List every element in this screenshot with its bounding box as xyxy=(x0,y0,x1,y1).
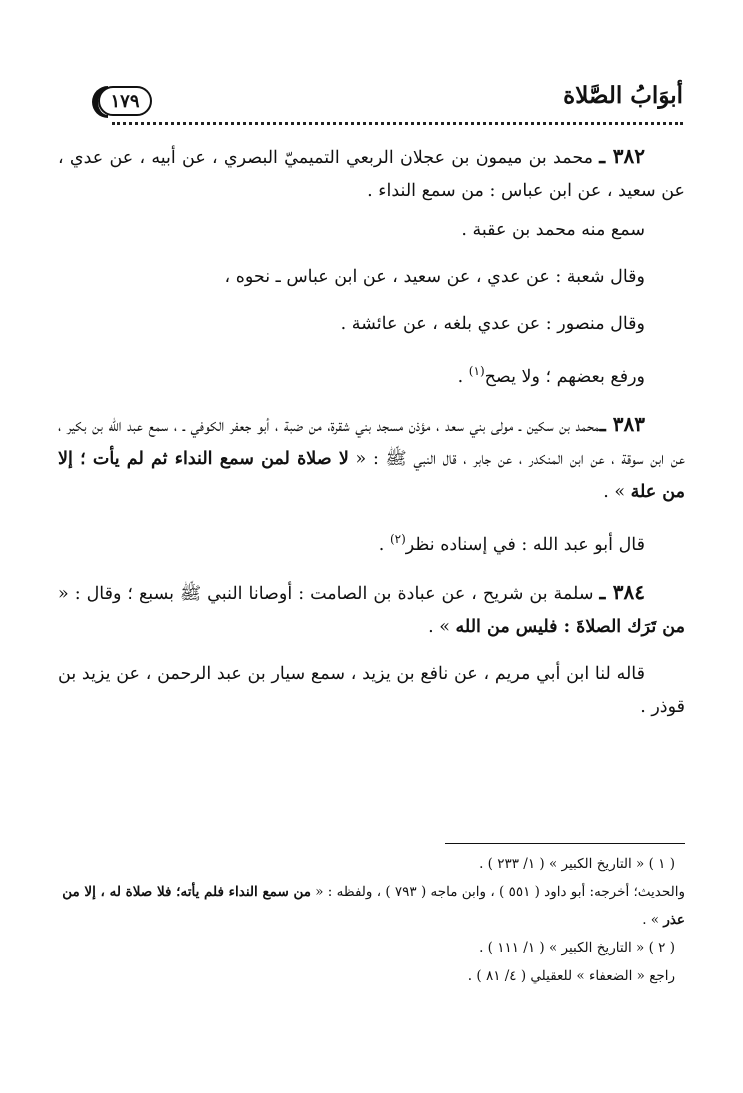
entry-382-note-3: وقال منصور : عن عدي بلغه ، عن عائشة . xyxy=(340,314,645,334)
entry-text: ورفع بعضهم ؛ ولا يصح xyxy=(484,366,645,387)
entry-384 xyxy=(58,576,685,644)
footnote-ref-2: (٢) xyxy=(389,531,406,546)
footnote-1-detail xyxy=(58,878,685,934)
entry-text-end: . xyxy=(378,534,390,555)
entry-382-note-2: وقال شعبة : عن عدي ، عن سعيد ، عن ابن عباس ـ نحوه ، xyxy=(224,267,645,287)
entry-384-note: قاله لنا ابن أبي مريم ، عن نافع بن يزيد ، سمع سيار بن عبد الرحمن ، عن يزيد بن قوذر . xyxy=(58,663,685,717)
entry-number: ٣٨٣ ـ xyxy=(599,411,645,436)
hadith-quote: من تَرَك الصلاةَ : فليس من الله xyxy=(455,616,685,637)
entry-text-end: » . xyxy=(428,616,456,637)
entry-text: سلمة بن شريح ، عن عبادة بن الصامت : أوصانا النبي ﷺ بسبع ؛ وقال : « xyxy=(58,583,600,604)
footnote-quote: من سمع النداء فلم يأته؛ فلا صلاة له ، إلا من عذر xyxy=(62,884,685,928)
footnote-1: ( ١ ) « التاريخ الكبير » ( ١/ ٢٣٣ ) . xyxy=(479,856,675,872)
footnote-ref-1: (١) xyxy=(468,364,485,378)
entry-382-note-1: سمع منه محمد بن عقبة . xyxy=(461,220,645,240)
entry-text: قال أبو عبد الله : في إسناده نظر xyxy=(405,534,645,555)
entry-number: ٣٨٤ ـ xyxy=(599,579,645,604)
entry-text-end: . xyxy=(457,366,469,387)
entry-text-end: » . xyxy=(603,481,631,502)
main-text xyxy=(58,140,685,738)
entry-text: محمد بن سكين ـ مولى بني سعد ، مؤذن مسجد بني شقرة، من ضبة ، أبو جعفر الكوفي ـ ، سمع عبد الله بن بكير ، عن ابن سوقة ، عن ابن المنكدر ، عن جابر ، قال النبي ﷺ : « xyxy=(58,415,685,469)
page-number: ١٧٩ xyxy=(98,86,152,116)
footnote-2: ( ٢ ) « التاريخ الكبير » ( ١/ ١١١ ) . xyxy=(479,940,675,956)
footnote-divider xyxy=(445,843,685,844)
entry-text: محمد بن ميمون بن عجلان الربعي التميميّ البصري ، عن أبيه ، عن عدي ، عن سعيد ، عن ابن عباس : من سمع النداء . xyxy=(58,148,685,201)
hadith-quote: لا صلاة لمن سمع النداء ثم لم يأت ؛ إلا من علة xyxy=(58,448,685,502)
entry-382 xyxy=(58,140,685,208)
footnote-text: والحديث؛ أخرجه: أبو داود ( ٥٥١ ) ، وابن ماجه ( ٧٩٣ ) ، ولفظه : « xyxy=(310,884,685,900)
running-header-title: أبوَابُ الصَّلاة xyxy=(563,82,683,109)
footnote-2-detail: راجع « الضعفاء » للعقيلي ( ٤/ ٨١ ) . xyxy=(467,968,675,984)
entry-383 xyxy=(58,408,685,509)
entry-382-note-4 xyxy=(58,355,685,394)
entry-number: ٣٨٢ ـ xyxy=(599,144,646,168)
entry-383-note xyxy=(58,523,685,562)
header-divider xyxy=(112,122,683,125)
footnotes xyxy=(58,850,685,990)
footnote-text-end: » . xyxy=(642,912,664,928)
